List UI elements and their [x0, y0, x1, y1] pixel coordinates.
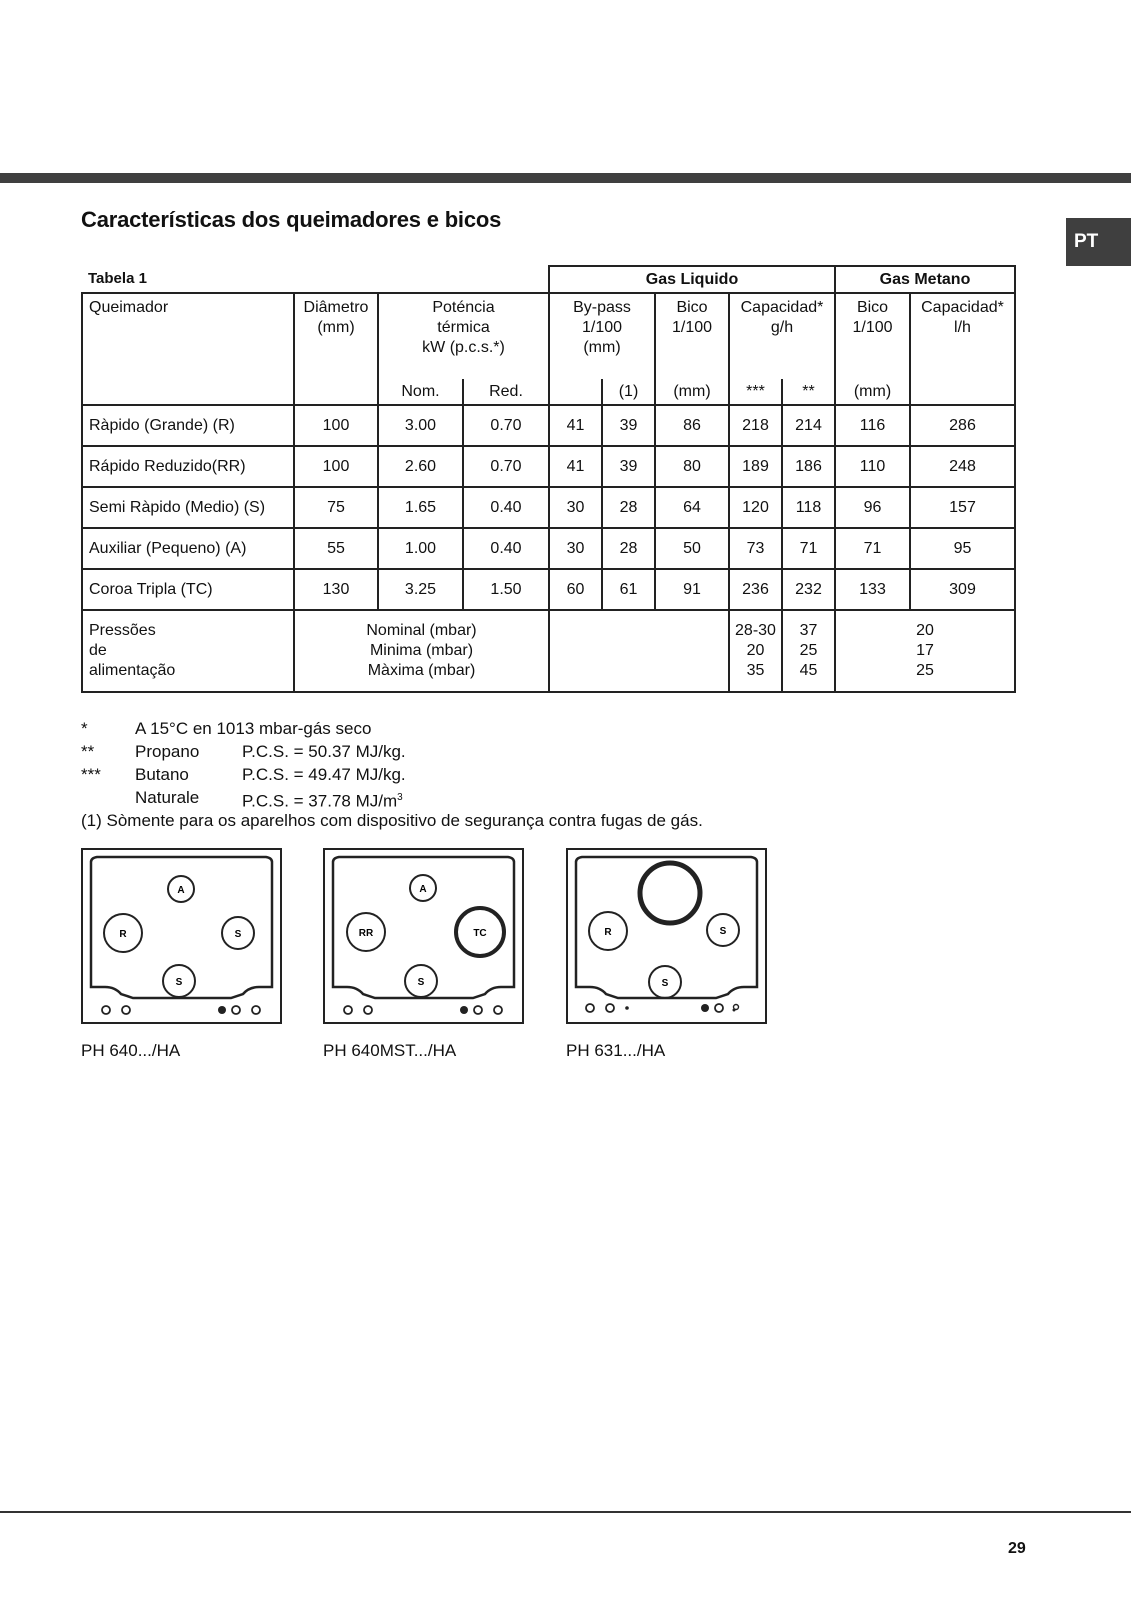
header-potencia-line1: Poténcia: [432, 299, 495, 316]
header-capacidade-gm-line1: Capacidad*: [921, 299, 1004, 316]
pressure-propano: [782, 610, 835, 692]
top-rule: [0, 173, 1131, 183]
cell-bico-gm: 116: [835, 405, 910, 446]
header-capacidade-gm-line2: l/h: [954, 319, 971, 336]
cell-diametro: 100: [294, 405, 378, 446]
table-row: [82, 446, 1015, 487]
header-bypass-line3: (mm): [583, 339, 621, 356]
cell-red: 0.40: [463, 528, 549, 569]
pressure-value: 37: [799, 622, 818, 639]
header-bico-gm: [835, 293, 910, 379]
note-row: [81, 786, 703, 809]
header-potencia-line3: kW (p.c.s.*): [422, 339, 505, 356]
pressure-value: 20: [916, 622, 934, 639]
ignition-button-icon: [701, 1004, 709, 1012]
hob-diagram-ph640mst: [323, 848, 524, 1024]
row-name: Coroa Tripla (TC): [82, 569, 294, 610]
burner-label: S: [661, 978, 669, 989]
cell-cap-gm: 248: [910, 446, 1015, 487]
knob-icon: [364, 1006, 372, 1014]
pressure-label-line3: alimentação: [89, 662, 176, 679]
pressure-value: 45: [799, 662, 818, 679]
header-bico-gl-line2: 1/100: [671, 319, 713, 336]
cell-diametro: 130: [294, 569, 378, 610]
knob-icon: [606, 1004, 614, 1012]
pressure-label-line2: de: [89, 642, 107, 659]
note-row: [81, 740, 703, 763]
hob-model-label: PH 631.../HA: [566, 1041, 666, 1060]
cell-cap-butano: 73: [729, 528, 782, 569]
table-row: [82, 528, 1015, 569]
group-gas-liquido: Gas Liquido: [549, 266, 835, 293]
cell-bico-gl: 80: [655, 446, 729, 487]
header-capacidade-gl: [729, 293, 835, 379]
pressure-types: [294, 610, 549, 692]
cell-bico-gl: 50: [655, 528, 729, 569]
hob-diagram-ph640: [81, 848, 282, 1024]
cell-cap-propano: 71: [782, 528, 835, 569]
cell-red: 0.70: [463, 405, 549, 446]
cell-cap-propano: 232: [782, 569, 835, 610]
pressure-value: 20: [746, 642, 765, 659]
knob-icon: [102, 1006, 110, 1014]
table-label: Tabela 1: [88, 270, 147, 287]
cell-bico-gm: 133: [835, 569, 910, 610]
cell-cap-butano: 120: [729, 487, 782, 528]
pressure-type-maxima: Màxima (mbar): [367, 662, 476, 679]
indicator-dot-icon: [625, 1006, 629, 1010]
header-bico-gl-line1: Bico: [676, 299, 708, 316]
cell-bico-gl: 64: [655, 487, 729, 528]
burner-label: S: [175, 977, 183, 988]
cell-bypass-1: 61: [602, 569, 655, 610]
page-number: 29: [1008, 1540, 1026, 1557]
pressure-value: 25: [799, 642, 818, 659]
cell-bico-gm: 96: [835, 487, 910, 528]
note-mark: **: [81, 742, 95, 761]
cell-cap-gm: 309: [910, 569, 1015, 610]
header-queimador: Queimador: [82, 293, 294, 405]
note-row: [81, 717, 703, 740]
cell-bypass-1: 28: [602, 487, 655, 528]
header-diametro-line1: Diâmetro: [303, 299, 369, 316]
cell-bypass: 41: [549, 446, 602, 487]
note-value-text: P.C.S. = 37.78 MJ/m: [242, 791, 398, 811]
cell-diametro: 100: [294, 446, 378, 487]
note-mark: ***: [81, 765, 101, 784]
note-row: [81, 763, 703, 786]
knob-icon: [494, 1006, 502, 1014]
knob-icon: [122, 1006, 130, 1014]
table-header-row: [82, 293, 1015, 379]
cell-cap-propano: 186: [782, 446, 835, 487]
group-gas-metano: Gas Metano: [835, 266, 1015, 293]
burner-label: A: [419, 884, 427, 895]
header-diametro-line2: (mm): [317, 319, 355, 336]
header-capacidade-gl-line1: Capacidad*: [740, 299, 824, 316]
cell-nom: 1.65: [378, 487, 463, 528]
cell-bico-gl: 91: [655, 569, 729, 610]
page-title: Características dos queimadores e bicos: [81, 207, 502, 232]
cell-bico-gm: 71: [835, 528, 910, 569]
hob-model-label: PH 640MST.../HA: [323, 1041, 457, 1060]
header-diametro: [294, 293, 378, 379]
cell-bypass: 30: [549, 528, 602, 569]
hotplate-knob-dot-icon: [733, 1009, 736, 1012]
note-gas-name: Propano: [135, 742, 200, 761]
cell-diametro: 75: [294, 487, 378, 528]
note-value-sup: 3: [397, 792, 403, 803]
table-row: [82, 487, 1015, 528]
header-bico-gm-line1: Bico: [856, 299, 889, 316]
note-value: P.C.S. = 49.47 MJ/kg.: [242, 765, 406, 784]
subheader-bypass-1: (1): [602, 379, 655, 405]
knob-icon: [344, 1006, 352, 1014]
cell-cap-propano: 214: [782, 405, 835, 446]
cell-cap-gm: 95: [910, 528, 1015, 569]
cell-bypass-1: 39: [602, 446, 655, 487]
bottom-rule: [0, 1511, 1131, 1513]
subheader-cap-2star: **: [782, 379, 835, 405]
knob-icon: [715, 1004, 723, 1012]
cell-cap-gm: 157: [910, 487, 1015, 528]
cell-cap-gm: 286: [910, 405, 1015, 446]
hob-model-label: PH 640.../HA: [81, 1041, 181, 1060]
pressure-label-line1: Pressões: [89, 622, 156, 639]
burner-label: TC: [473, 928, 487, 939]
row-name: Ràpido (Grande) (R): [82, 405, 294, 446]
cell-diametro: 55: [294, 528, 378, 569]
pressure-label: [82, 610, 294, 692]
header-bypass-line2: 1/100: [581, 319, 623, 336]
burner-label: R: [119, 929, 127, 940]
cell-bypass: 60: [549, 569, 602, 610]
cell-cap-butano: 189: [729, 446, 782, 487]
header-capacidade-gm: [910, 293, 1015, 379]
cell-red: 1.50: [463, 569, 549, 610]
subheader-red: Red.: [463, 379, 549, 405]
cell-nom: 2.60: [378, 446, 463, 487]
cell-cap-butano: 236: [729, 569, 782, 610]
cell-bypass: 41: [549, 405, 602, 446]
burner-label: S: [234, 929, 242, 940]
pressure-value: 25: [916, 662, 934, 679]
burner-label: A: [177, 885, 185, 896]
subheader-nom: Nom.: [378, 379, 463, 405]
header-bico-gl: [655, 293, 729, 379]
burner-label: R: [604, 927, 612, 938]
cell-cap-butano: 218: [729, 405, 782, 446]
burner-label: S: [417, 977, 425, 988]
burner-label: RR: [358, 928, 374, 939]
subheader-bico-mm: (mm): [655, 379, 729, 405]
note-gas-name: Butano: [135, 765, 189, 784]
cell-nom: 1.00: [378, 528, 463, 569]
table-row: [82, 405, 1015, 446]
header-bico-gm-line2: 1/100: [852, 319, 893, 336]
knob-icon: [474, 1006, 482, 1014]
cell-nom: 3.00: [378, 405, 463, 446]
pressure-value: 17: [916, 642, 934, 659]
cell-bypass: 30: [549, 487, 602, 528]
hob-top-plate: [576, 857, 757, 998]
cell-nom: 3.25: [378, 569, 463, 610]
subheader-cap-3star: ***: [729, 379, 782, 405]
knob-icon: [586, 1004, 594, 1012]
cell-cap-propano: 118: [782, 487, 835, 528]
burner-table: [81, 265, 1016, 693]
table-group-header-row: [82, 266, 1015, 293]
pressure-type-minima: Minima (mbar): [369, 642, 474, 659]
subheader-empty: [294, 379, 378, 405]
subheader-cap-gm-empty: [910, 379, 1015, 405]
cell-bico-gm: 110: [835, 446, 910, 487]
cell-bypass-1: 28: [602, 528, 655, 569]
language-tab: PT: [1066, 218, 1131, 266]
cell-red: 0.40: [463, 487, 549, 528]
pressure-type-nominal: Nominal (mbar): [366, 622, 477, 639]
header-capacidade-gl-line2: g/h: [770, 319, 794, 336]
ignition-button-icon: [460, 1006, 468, 1014]
cell-red: 0.70: [463, 446, 549, 487]
cell-bico-gl: 86: [655, 405, 729, 446]
burner-label: S: [719, 926, 727, 937]
cell-bypass-1: 39: [602, 405, 655, 446]
knob-icon: [252, 1006, 260, 1014]
row-name: Rápido Reduzido(RR): [82, 446, 294, 487]
header-potencia-line2: térmica: [437, 319, 490, 336]
pressure-metano: [835, 610, 1015, 692]
pressure-row: [82, 610, 1015, 692]
hotplate-icon: [640, 863, 700, 923]
footnote: (1) Sòmente para os aparelhos com dispositivo de segurança contra fugas de gás.: [81, 811, 703, 830]
header-bypass-line1: By-pass: [573, 299, 631, 316]
header-potencia: [378, 293, 549, 379]
row-name: Auxiliar (Pequeno) (A): [82, 528, 294, 569]
note-text: A 15°C en 1013 mbar-gás seco: [135, 719, 372, 738]
knob-icon: [232, 1006, 240, 1014]
hob-diagram-ph631: [566, 848, 767, 1024]
note-gas-name: Naturale: [135, 788, 200, 807]
pressure-value: 28-30: [735, 622, 776, 639]
pressure-empty: [549, 610, 729, 692]
row-name: Semi Ràpido (Medio) (S): [82, 487, 294, 528]
note-mark: *: [81, 719, 88, 738]
subheader-bico-gm-mm: (mm): [835, 379, 910, 405]
ignition-button-icon: [218, 1006, 226, 1014]
subheader-bypass-empty: [549, 379, 602, 405]
note-value: P.C.S. = 50.37 MJ/kg.: [242, 742, 406, 761]
table-row: [82, 569, 1015, 610]
notes: [81, 717, 703, 832]
pressure-value: 35: [746, 662, 765, 679]
pressure-butano: [729, 610, 782, 692]
header-bypass: [549, 293, 655, 379]
